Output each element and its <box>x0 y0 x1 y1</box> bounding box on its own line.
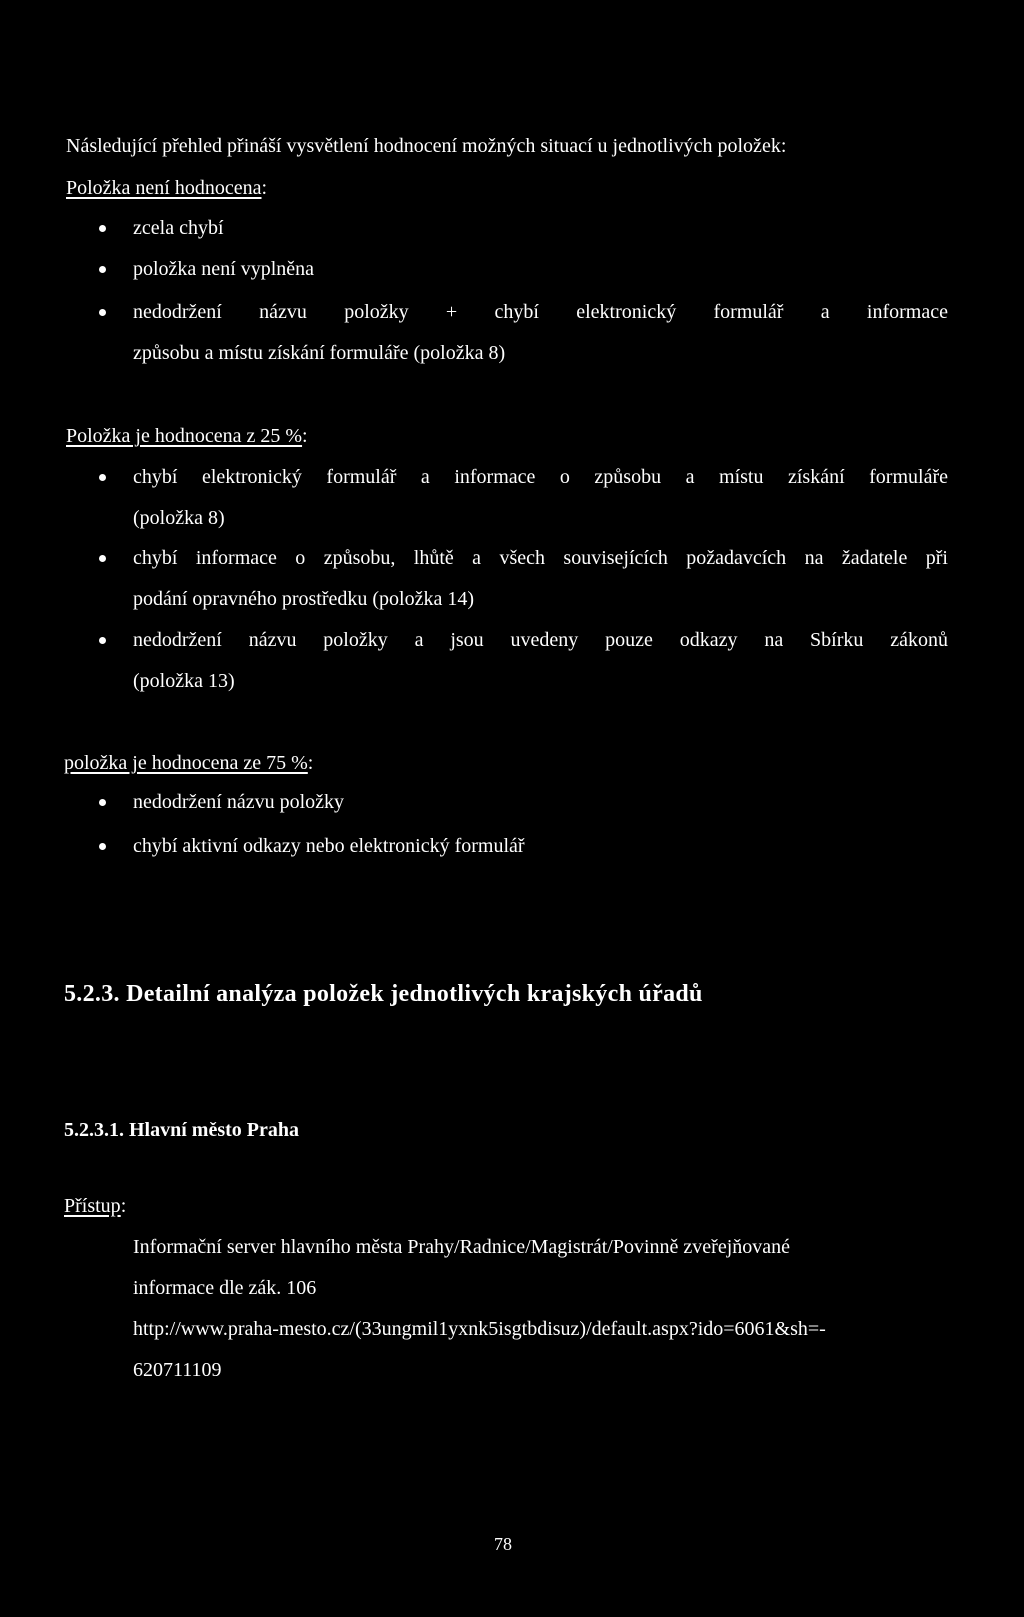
access-url: http://www.praha-mesto.cz/(33ungmil1yxnk5isgtbdisuz)/default.aspx?ido=6061&sh=- <box>133 1318 826 1340</box>
heading-5-2-3: 5.2.3. Detailní analýza položek jednotlivých krajských úřadů <box>64 981 703 1007</box>
access-label: Přístup: <box>64 1195 127 1217</box>
list-item: chybí elektronický formulář a informace o způsobu a místu získání formuláře <box>133 466 948 488</box>
bullet-icon <box>99 799 106 806</box>
list-item: chybí informace o způsobu, lhůtě a všech souvisejících požadavcích na žadatele při <box>133 547 948 569</box>
section-heading-75: položka je hodnocena ze 75 %: <box>64 752 314 774</box>
section-heading-25: Položka je hodnocena z 25 %: <box>66 425 308 447</box>
bullet-icon <box>99 843 106 850</box>
list-item: položka není vyplněna <box>133 258 315 280</box>
access-text: informace dle zák. 106 <box>133 1277 317 1299</box>
bullet-icon <box>99 637 106 644</box>
heading-5-2-3-1: 5.2.3.1. Hlavní město Praha <box>64 1119 299 1141</box>
bullet-icon <box>99 474 106 481</box>
bullet-icon <box>99 225 106 232</box>
bullet-icon <box>99 309 106 316</box>
intro-text: Následující přehled přináší vysvětlení hodnocení možných situací u jednotlivých položek: <box>66 135 787 157</box>
list-item-continuation: způsobu a místu získání formuláře (položka 8) <box>133 342 506 364</box>
list-item: nedodržení názvu položky + chybí elektronický formulář a informace <box>133 301 948 323</box>
list-item-continuation: (položka 13) <box>133 670 235 692</box>
access-url-continuation: 620711109 <box>133 1359 222 1381</box>
list-item-continuation: (položka 8) <box>133 507 225 529</box>
list-item: chybí aktivní odkazy nebo elektronický formulář <box>133 835 525 857</box>
list-item: zcela chybí <box>133 217 224 239</box>
access-text: Informační server hlavního města Prahy/Radnice/Magistrát/Povinně zveřejňované <box>133 1236 791 1258</box>
list-item: nedodržení názvu položky <box>133 791 345 813</box>
section-heading-not-rated: Položka není hodnocena: <box>66 177 268 199</box>
bullet-icon <box>99 555 106 562</box>
bullet-icon <box>99 266 106 273</box>
list-item: nedodržení názvu položky a jsou uvedeny pouze odkazy na Sbírku zákonů <box>133 629 948 651</box>
page-number: 78 <box>494 1534 512 1554</box>
list-item-continuation: podání opravného prostředku (položka 14) <box>133 588 475 610</box>
